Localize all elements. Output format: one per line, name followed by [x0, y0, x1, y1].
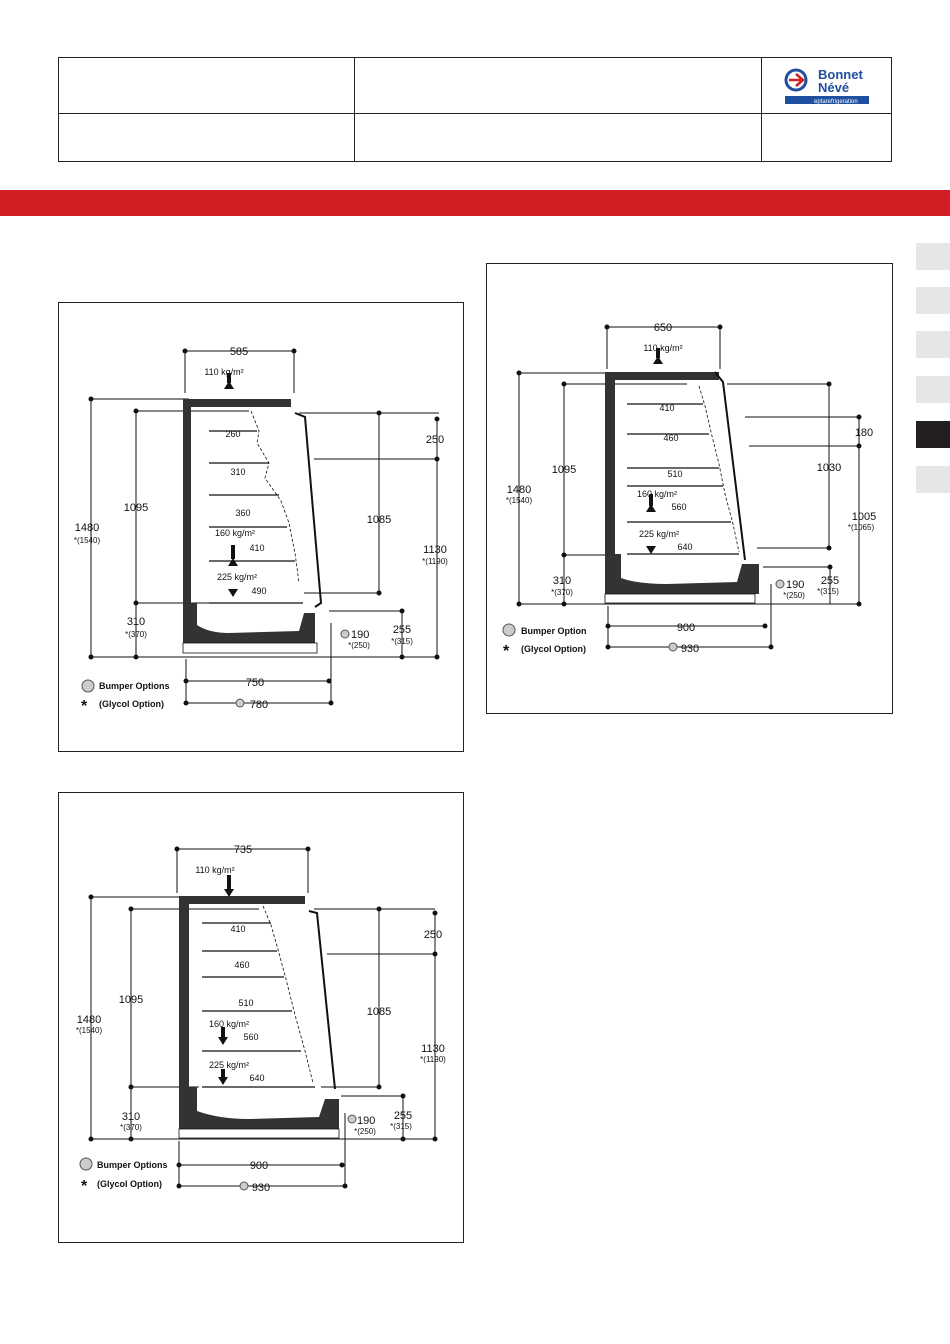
logo-tagline: eptarefrigeration	[814, 99, 858, 105]
height-total-alt-label: *(1540)	[75, 1026, 103, 1035]
bumper-legend: Bumper Options	[97, 1160, 168, 1170]
right-mid-label: 1085	[366, 514, 392, 526]
width-inner-label: 900	[676, 622, 696, 634]
step-alt-label: *(315)	[391, 637, 413, 646]
header-divider	[761, 58, 762, 161]
bumper-depth-alt-label: *(250)	[348, 641, 370, 650]
right-total-alt-label: *(1190)	[422, 557, 448, 566]
side-tab[interactable]	[916, 466, 950, 493]
right-total-alt-label: *(1065)	[847, 523, 875, 532]
base-height-alt-label: *(370)	[120, 1123, 142, 1132]
shelf-label: 410	[659, 403, 675, 413]
right-mid-label: 1085	[366, 1006, 392, 1018]
logo-line1: Bonnet	[818, 67, 863, 82]
right-total-alt-label: *(1190)	[420, 1055, 446, 1064]
side-tab[interactable]	[916, 331, 950, 358]
top-load-label: 110 kg/m²	[643, 343, 683, 353]
bumper-depth-label: 190	[351, 629, 370, 641]
bumper-legend: Bumper Options	[99, 681, 170, 691]
glycol-legend: (Glycol Option)	[99, 699, 164, 709]
side-tab[interactable]	[916, 376, 950, 403]
diagram-panel-c	[58, 792, 464, 1243]
base-height-label: 310	[126, 616, 146, 628]
shelf-load-label: 160 kg/m²	[208, 1019, 250, 1029]
right-total-label: 1130	[423, 544, 447, 556]
shelf-label: 260	[225, 429, 241, 439]
header-divider	[59, 113, 891, 114]
step-label: 255	[392, 624, 412, 636]
shelf-label: 560	[243, 1032, 259, 1042]
shelf-load-label: 160 kg/m²	[214, 528, 256, 538]
shelf-load-label: 160 kg/m²	[636, 489, 678, 499]
right-top-label: 180	[854, 427, 874, 439]
top-load-label: 110 kg/m²	[195, 865, 235, 875]
width-total-label: 930	[251, 1182, 271, 1194]
base-height-label: 310	[121, 1111, 141, 1123]
height-inner-label: 1095	[123, 502, 149, 514]
bumper-depth-alt-label: *(250)	[354, 1127, 376, 1136]
bumper-legend: Bumper Option	[521, 626, 587, 636]
top-width-label: 585	[229, 346, 249, 358]
side-tab-active[interactable]	[916, 421, 950, 448]
bumper-depth-label: 190	[357, 1115, 376, 1127]
shelf-label: 410	[230, 924, 246, 934]
right-top-label: 250	[425, 434, 445, 446]
bumper-depth-label: 190	[786, 579, 805, 591]
step-label: 255	[820, 575, 840, 587]
glycol-legend: (Glycol Option)	[97, 1179, 162, 1189]
base-height-alt-label: *(370)	[125, 630, 147, 639]
top-width-label: 735	[233, 844, 253, 856]
side-tab[interactable]	[916, 243, 950, 270]
height-total-alt-label: *(1540)	[73, 536, 101, 545]
height-total-label: 1480	[74, 522, 100, 534]
step-alt-label: *(315)	[817, 587, 839, 596]
brand-logo	[784, 66, 870, 106]
shelf-label: 310	[230, 467, 246, 477]
shelf-label: 560	[671, 502, 687, 512]
base-height-alt-label: *(370)	[551, 588, 573, 597]
width-inner-label: 750	[245, 677, 265, 689]
shelf-label: 460	[663, 433, 679, 443]
right-total-label: 1005	[851, 511, 877, 523]
shelf-label: 510	[667, 469, 683, 479]
side-tab[interactable]	[916, 287, 950, 314]
diagram-panel-a	[58, 302, 464, 752]
shelf-label: 360	[235, 508, 251, 518]
shelf-label: 460	[234, 960, 250, 970]
width-total-label: 780	[249, 699, 269, 711]
glycol-star: *	[81, 1178, 88, 1195]
width-inner-label: 900	[249, 1160, 269, 1172]
height-total-label: 1480	[506, 484, 532, 496]
section-band	[0, 190, 950, 216]
shelf-label: 640	[249, 1073, 265, 1083]
width-total-label: 930	[680, 643, 700, 655]
step-alt-label: *(315)	[390, 1122, 412, 1131]
right-mid-label: 1030	[816, 462, 842, 474]
logo-line2: Névé	[818, 80, 850, 95]
base-load-label: 225 kg/m²	[638, 529, 680, 539]
height-inner-label: 1095	[551, 464, 577, 476]
top-load-label: 110 kg/m²	[204, 367, 244, 377]
glycol-star: *	[503, 643, 510, 660]
diagram-panel-b	[486, 263, 893, 714]
right-total-label: 1130	[421, 1043, 445, 1055]
glycol-legend: (Glycol Option)	[521, 644, 586, 654]
base-height-label: 310	[552, 575, 572, 587]
height-total-alt-label: *(1540)	[505, 496, 533, 505]
shelf-label: 510	[238, 998, 254, 1008]
header-table	[58, 57, 892, 162]
base-load-label: 225 kg/m²	[208, 1060, 250, 1070]
right-top-label: 250	[423, 929, 443, 941]
height-inner-label: 1095	[118, 994, 144, 1006]
shelf-label: 490	[251, 586, 267, 596]
step-label: 255	[393, 1110, 413, 1122]
height-total-label: 1480	[76, 1014, 102, 1026]
bumper-depth-alt-label: *(250)	[783, 591, 805, 600]
shelf-label: 640	[677, 542, 693, 552]
top-width-label: 650	[653, 322, 673, 334]
header-divider	[354, 58, 355, 161]
shelf-label: 410	[249, 543, 265, 553]
glycol-star: *	[81, 698, 88, 715]
base-load-label: 225 kg/m²	[216, 572, 258, 582]
